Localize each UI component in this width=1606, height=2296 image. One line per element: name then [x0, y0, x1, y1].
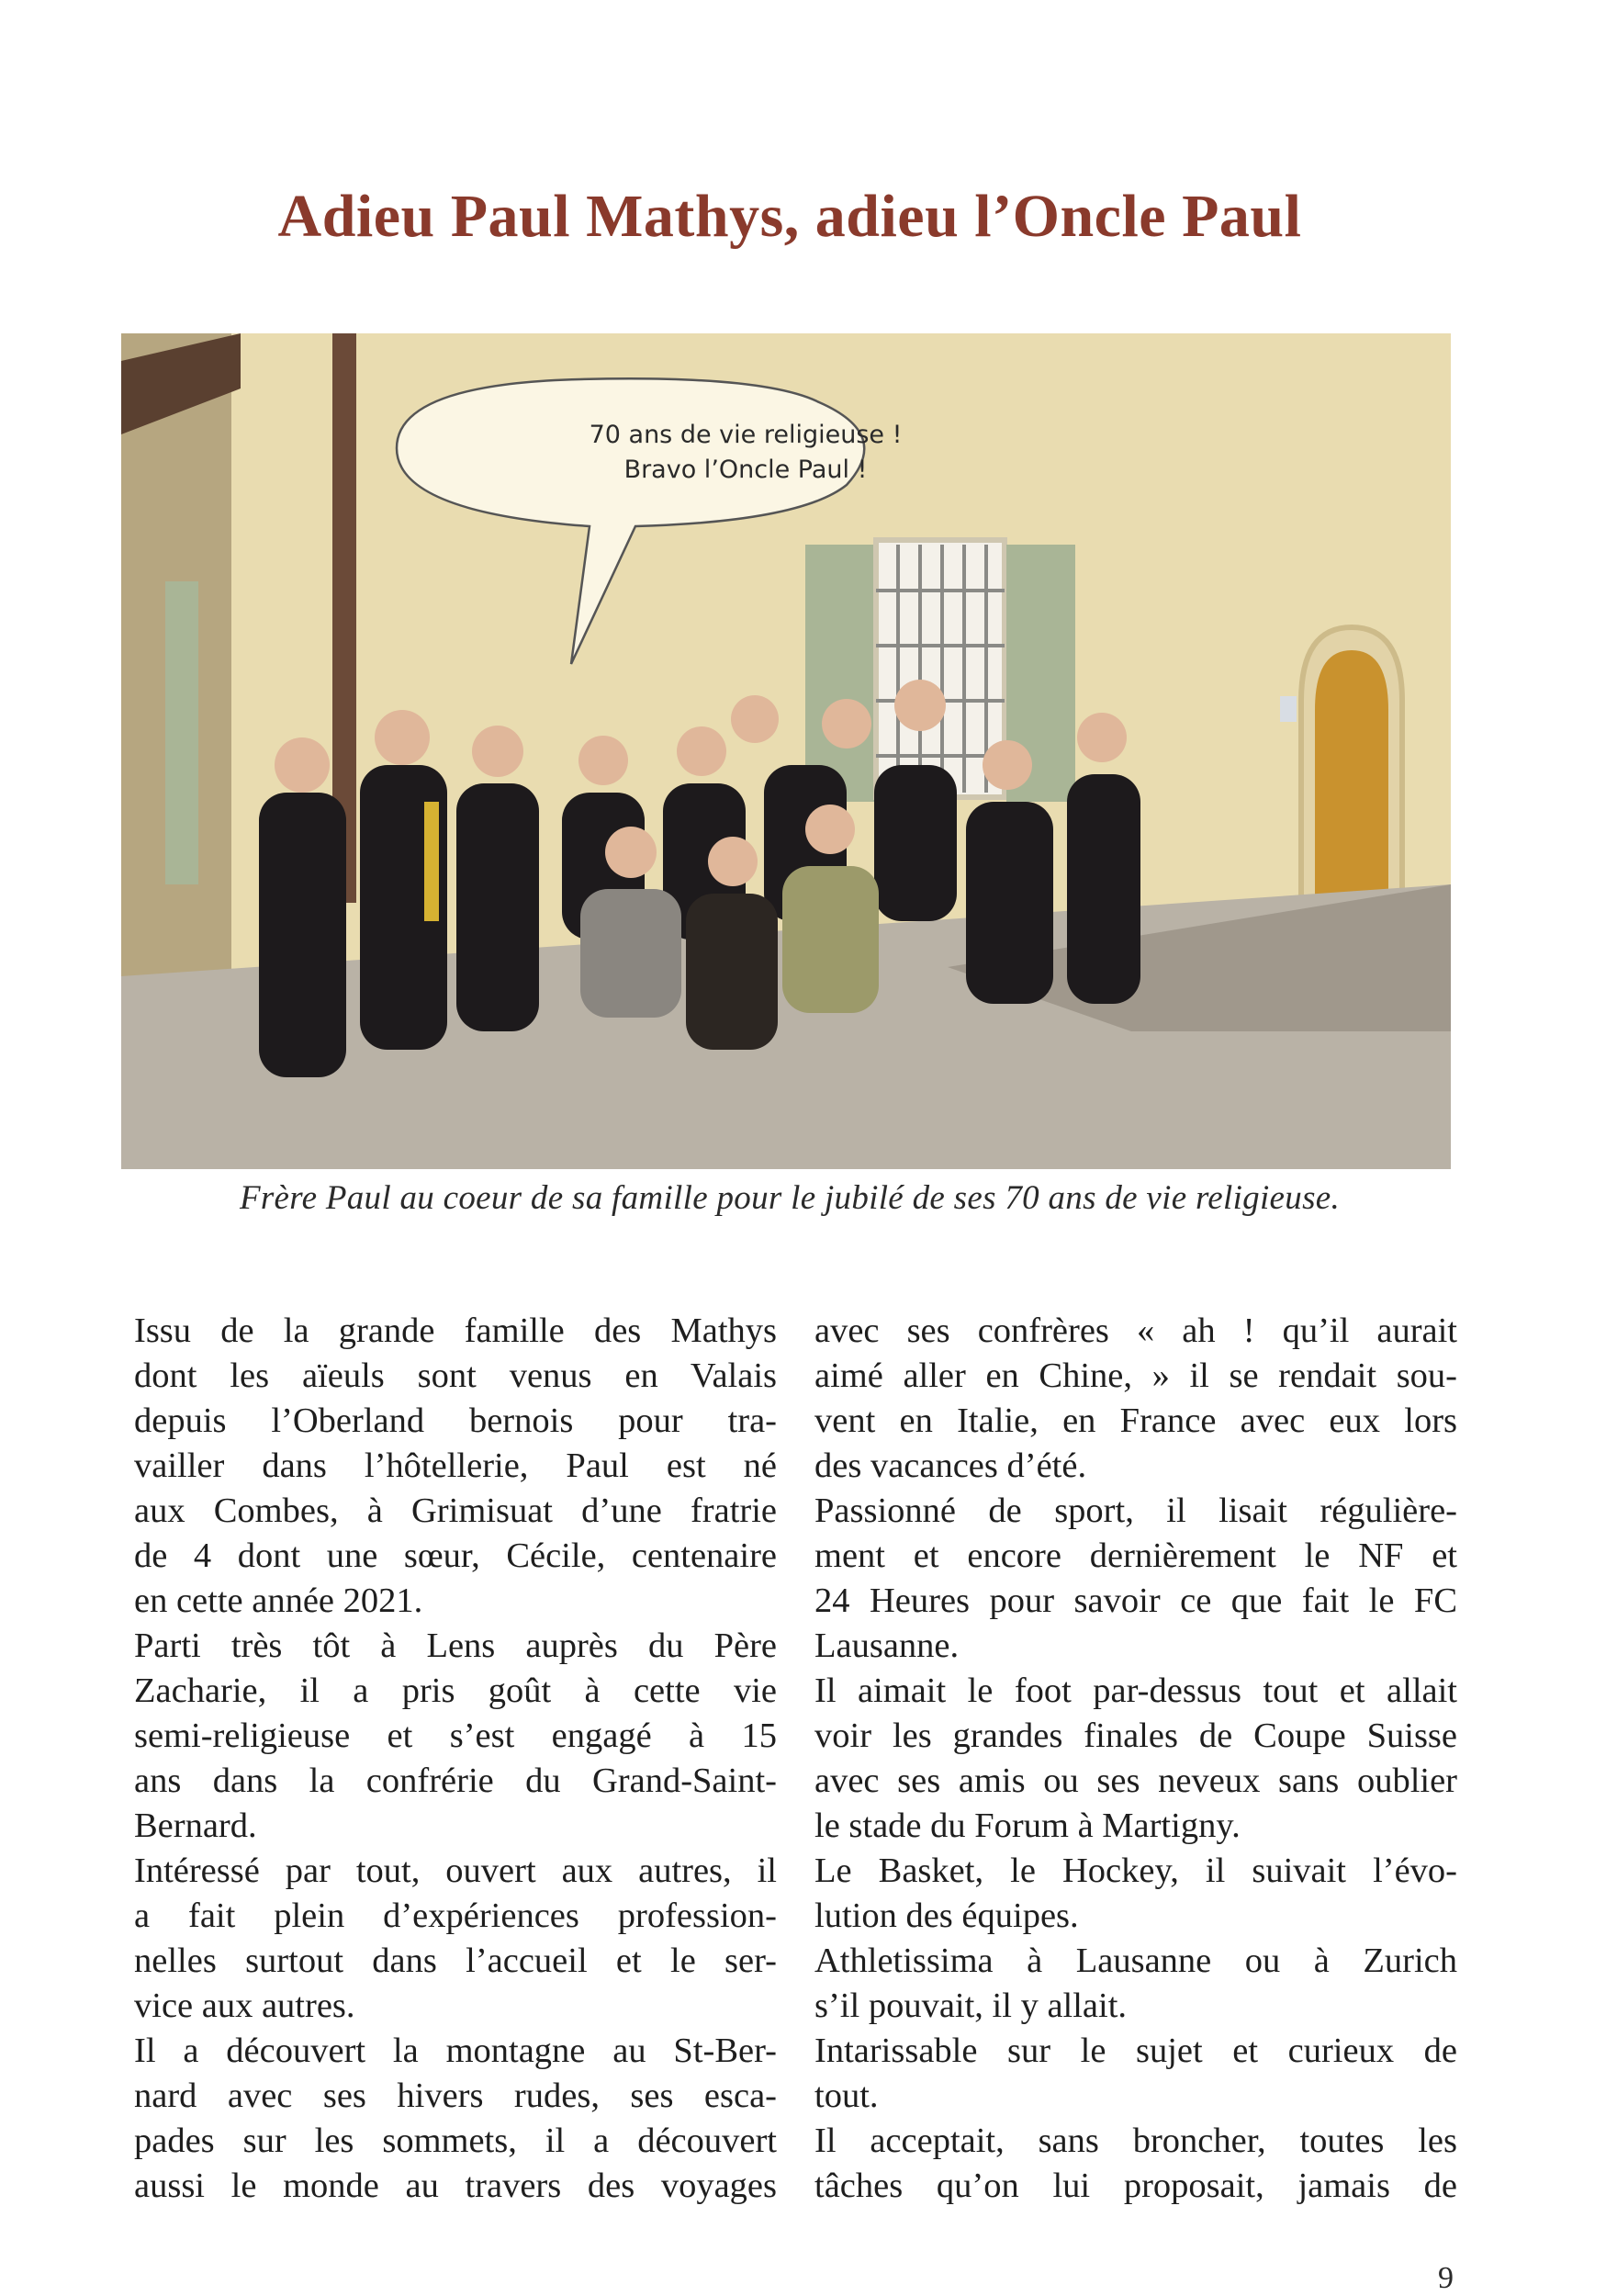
- text-line: ans dans la confrérie du Grand-Saint-: [134, 1761, 777, 1800]
- text-line: semi-religieuse et s’est engagé à 15: [134, 1716, 777, 1755]
- text-line: dont les aïeuls sont venus en Valais: [134, 1356, 777, 1395]
- right-column: [814, 1309, 1457, 2209]
- text-line: vice aux autres.: [134, 1986, 355, 2025]
- text-line: Intarissable sur le sujet et curieux de: [814, 2032, 1457, 2070]
- text-line: Zacharie, il a pris goût à cette vie: [134, 1671, 777, 1710]
- bubble-line-2: Bravo l’Oncle Paul !: [623, 456, 868, 484]
- text-line: avec ses amis ou ses neveux sans oublier: [814, 1761, 1457, 1800]
- text-line: voir les grandes finales de Coupe Suisse: [814, 1716, 1457, 1755]
- text-line: Athletissima à Lausanne ou à Zurich: [814, 1941, 1457, 1980]
- photo-caption: Frère Paul au coeur de sa famille pour le jubilé de ses 70 ans de vie religieuse.: [239, 1179, 1341, 1217]
- text-line: Il acceptait, sans broncher, toutes les: [814, 2122, 1457, 2160]
- text-line: vent en Italie, en France avec eux lors: [814, 1401, 1457, 1440]
- text-line: Passionné de sport, il lisait régulière-: [814, 1491, 1457, 1530]
- text-line: Parti très tôt à Lens auprès du Père: [134, 1626, 777, 1665]
- text-line: tâches qu’on lui proposait, jamais de: [814, 2167, 1457, 2205]
- text-line: Il a découvert la montagne au St-Ber-: [134, 2032, 777, 2070]
- speech-bubble-text: [553, 418, 938, 488]
- text-line: lution des équipes.: [814, 1896, 1079, 1935]
- text-line: a fait plein d’expériences profession-: [134, 1896, 777, 1935]
- window-shutter-left: [805, 545, 874, 802]
- left-column: [134, 1309, 777, 2209]
- bubble-line-1: 70 ans de vie religieuse !: [589, 421, 903, 449]
- page-number: 9: [1438, 2261, 1454, 2295]
- door-sign: [1280, 696, 1297, 722]
- left-shutter: [165, 581, 198, 884]
- text-line: Bernard.: [134, 1806, 257, 1845]
- text-line: aux Combes, à Grimisuat d’une fratrie: [134, 1491, 777, 1530]
- text-line: Il aimait le foot par-dessus tout et allait: [814, 1671, 1457, 1710]
- text-line: Lausanne.: [814, 1626, 960, 1665]
- text-line: aimé aller en Chine, » il se rendait sou-: [814, 1356, 1457, 1395]
- article-title: Adieu Paul Mathys, adieu l’Oncle Paul: [277, 183, 1302, 250]
- text-line: s’il pouvait, il y allait.: [814, 1986, 1128, 2025]
- text-line: Le Basket, le Hockey, il suivait l’évo-: [814, 1851, 1457, 1890]
- text-line: Issu de la grande famille des Mathys: [134, 1311, 777, 1350]
- text-line: ment et encore dernièrement le NF et: [814, 1536, 1457, 1575]
- group-photo: [121, 333, 1451, 1169]
- text-line: Intéressé par tout, ouvert aux autres, il: [134, 1851, 777, 1890]
- text-line: aussi le monde au travers des voyages: [134, 2167, 777, 2205]
- text-line: des vacances d’été.: [814, 1446, 1087, 1485]
- text-line: nelles surtout dans l’accueil et le ser-: [134, 1941, 777, 1980]
- text-line: avec ses confrères « ah ! qu’il aurait: [814, 1311, 1457, 1350]
- text-line: le stade du Forum à Martigny.: [814, 1806, 1241, 1845]
- text-line: tout.: [814, 2077, 879, 2115]
- text-line: vailler dans l’hôtellerie, Paul est né: [134, 1446, 777, 1485]
- text-line: de 4 dont une sœur, Cécile, centenaire: [134, 1536, 777, 1575]
- text-line: 24 Heures pour savoir ce que fait le FC: [814, 1581, 1457, 1620]
- door: [1315, 650, 1388, 930]
- text-line: depuis l’Oberland bernois pour tra-: [134, 1401, 777, 1440]
- text-line: en cette année 2021.: [134, 1581, 423, 1620]
- text-line: nard avec ses hivers rudes, ses esca-: [134, 2077, 777, 2115]
- text-line: pades sur les sommets, il a découvert: [134, 2122, 777, 2160]
